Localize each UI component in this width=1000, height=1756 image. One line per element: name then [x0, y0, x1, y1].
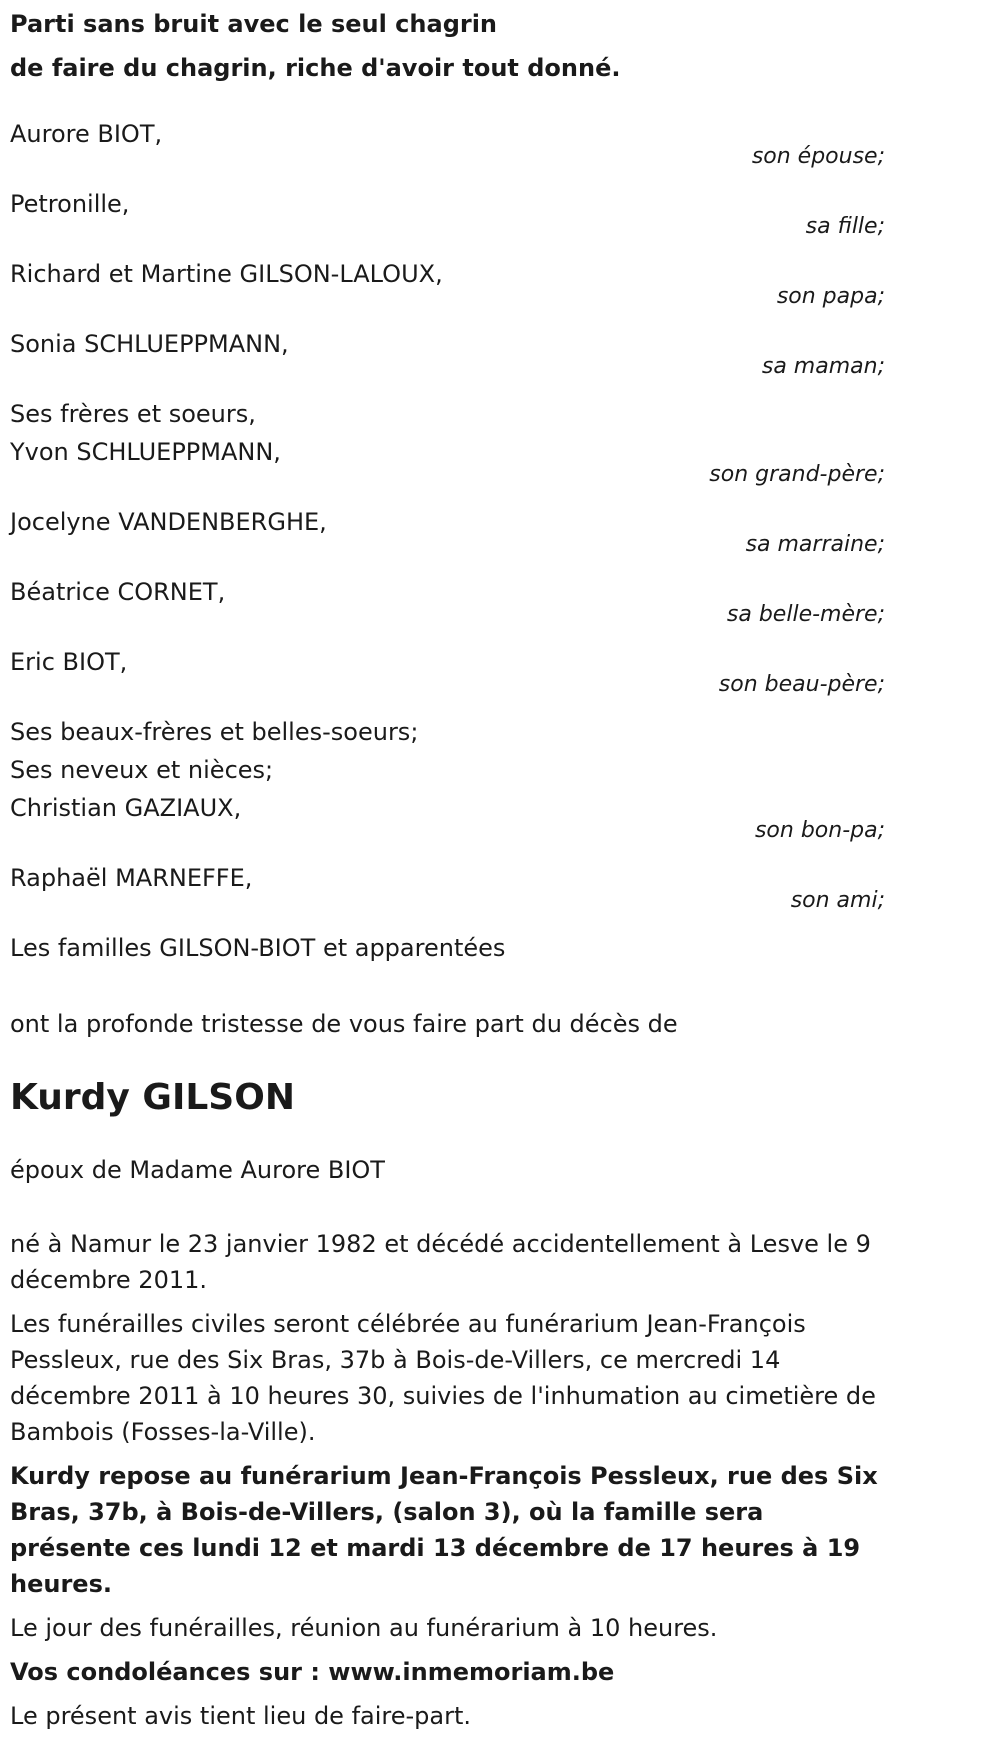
family-member — [10, 256, 885, 308]
family-member-relation: son beau-père; — [718, 672, 885, 697]
family-member — [10, 644, 885, 696]
family-member — [10, 396, 885, 432]
family-member-relation: sa maman; — [761, 354, 885, 379]
family-member — [10, 186, 885, 238]
family-list — [10, 116, 885, 966]
family-member-name: Aurore BIOT, — [10, 120, 163, 148]
family-member — [10, 116, 885, 168]
family-member-name: Christian GAZIAUX, — [10, 794, 242, 822]
family-member-relation: son bon-pa; — [754, 818, 885, 843]
family-member — [10, 790, 885, 842]
family-member-relation: sa belle-mère; — [726, 602, 885, 627]
visitation-details: Kurdy repose au funérarium Jean-François Pessleux, rue des Six Bras, 37b, à Bois-de-Villers, (salon 3), où la famille sera présente ces lundi 12 et mardi 13 décembre de 17 heures à 19 heures. — [10, 1462, 878, 1598]
family-member-name: Les familles GILSON-BIOT et apparentées — [10, 934, 506, 962]
family-member-name: Ses frères et soeurs, — [10, 400, 256, 428]
spouse-line: époux de Madame Aurore BIOT — [10, 1156, 385, 1184]
family-member-relation: son ami; — [790, 888, 885, 913]
family-member-name: Eric BIOT, — [10, 648, 128, 676]
deceased-name: Kurdy GILSON — [10, 1077, 295, 1118]
obituary-notice — [10, 0, 885, 1734]
family-member-name: Richard et Martine GILSON-LALOUX, — [10, 260, 443, 288]
family-member — [10, 714, 885, 750]
condolences-line: Vos condoléances sur : www.inmemoriam.be — [10, 1658, 615, 1686]
family-member — [10, 574, 885, 626]
family-member-relation: son épouse; — [751, 144, 885, 169]
epigraph-line-2: de faire du chagrin, riche d'avoir tout donné. — [10, 54, 621, 82]
family-member-name: Raphaël MARNEFFE, — [10, 864, 253, 892]
epigraph-line-1: Parti sans bruit avec le seul chagrin — [10, 10, 498, 38]
family-member-name: Petronille, — [10, 190, 130, 218]
meeting-info: Le jour des funérailles, réunion au funérarium à 10 heures. — [10, 1614, 718, 1642]
family-member-relation: son grand-père; — [709, 462, 885, 487]
announcement: ont la profonde tristesse de vous faire part du décès de — [10, 1010, 678, 1038]
family-member — [10, 930, 885, 966]
family-member-name: Yvon SCHLUEPPMANN, — [10, 438, 281, 466]
family-member-name: Béatrice CORNET, — [10, 578, 226, 606]
notice-line: Le présent avis tient lieu de faire-part. — [10, 1702, 472, 1730]
family-member-relation: sa marraine; — [745, 532, 885, 557]
family-member — [10, 504, 885, 556]
family-member-relation: sa fille; — [805, 214, 885, 239]
family-member — [10, 434, 885, 486]
family-member — [10, 326, 885, 378]
family-member — [10, 860, 885, 912]
funeral-details: Les funérailles civiles seront célébrée au funérarium Jean-François Pessleux, rue des Six Bras, 37b à Bois-de-Villers, ce mercredi 14 décembre 2011 à 10 heures 30, suivies de l'inhumation au cimetière de Bambois (Fosses-la-Ville). — [10, 1310, 876, 1446]
family-member — [10, 752, 885, 788]
family-member-name: Jocelyne VANDENBERGHE, — [10, 508, 327, 536]
epigraph — [10, 2, 885, 90]
family-member-name: Ses beaux-frères et belles-soeurs; — [10, 718, 419, 746]
birth-death-info: né à Namur le 23 janvier 1982 et décédé accidentellement à Lesve le 9 décembre 2011. — [10, 1230, 871, 1294]
family-member-relation: son papa; — [776, 284, 885, 309]
family-member-name: Ses neveux et nièces; — [10, 756, 274, 784]
family-member-name: Sonia SCHLUEPPMANN, — [10, 330, 289, 358]
